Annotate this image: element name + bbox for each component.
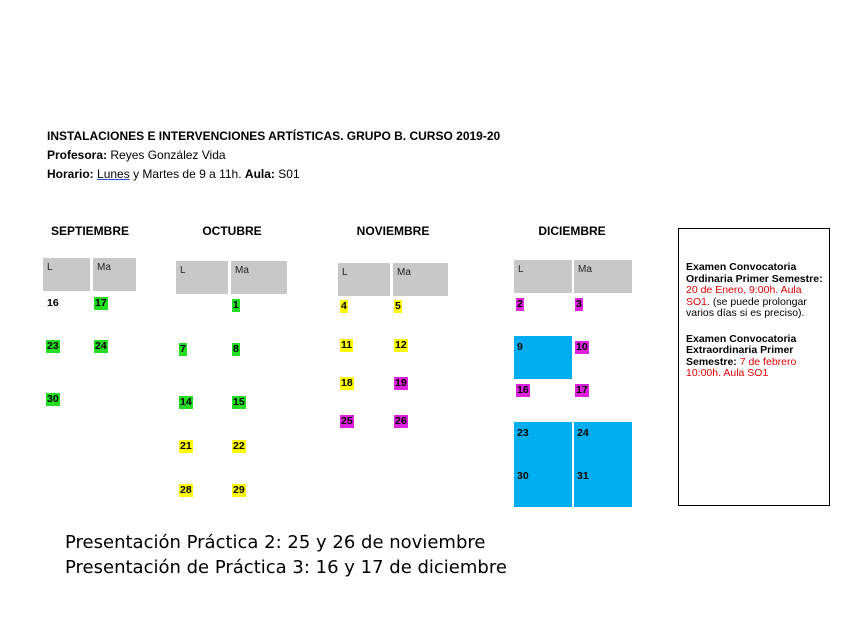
day-cell: 7: [180, 343, 186, 355]
exam-info-box: [678, 228, 830, 506]
day-cell: 10: [576, 341, 588, 353]
day-cell: 26: [395, 415, 407, 427]
nov-col-l: L: [338, 263, 390, 296]
day-cell: 18: [341, 377, 353, 389]
day-cell: 16: [47, 297, 59, 309]
day-cell: 4: [341, 300, 347, 312]
exam-ordinary-note: (se puede prolongar varios días si es preciso).: [686, 295, 807, 319]
day-cell: 9: [517, 341, 523, 353]
nov-col-ma: Ma: [393, 263, 448, 296]
exam-ordinary-date: 20 de Enero, 9:00h. Aula SO1.: [686, 284, 802, 308]
day-cell: 21: [180, 440, 192, 452]
document-header: [47, 127, 500, 184]
day-cell: 8: [233, 343, 239, 355]
day-cell: 30: [517, 470, 529, 482]
day-cell: 5: [395, 300, 401, 312]
schedule-rest: y Martes de 9 a 11h.: [133, 167, 242, 181]
oct-col-l: L: [176, 261, 228, 294]
sep-col-ma: Ma: [93, 258, 136, 291]
day-cell: 22: [233, 440, 245, 452]
schedule-line: [47, 165, 500, 184]
day-cell: 1: [233, 299, 239, 311]
exam-ordinary: [686, 262, 823, 320]
month-title-october: OCTUBRE: [202, 224, 262, 238]
room-label: Aula:: [244, 167, 275, 181]
day-cell: 17: [576, 384, 588, 396]
day-cell: 19: [395, 377, 407, 389]
course-title: INSTALACIONES E INTERVENCIONES ARTÍSTICAS. GRUPO B. CURSO 2019-20: [47, 129, 501, 143]
day-cell: 14: [180, 396, 192, 408]
exam-extraordinary: [686, 334, 823, 380]
exam-extraordinary-date: 7 de febrero 10:00h. Aula SO1: [686, 355, 797, 379]
professor-label: Profesora:: [47, 148, 108, 162]
day-cell: 17: [95, 297, 107, 309]
oct-col-ma: Ma: [231, 261, 287, 294]
day-cell: 3: [576, 298, 582, 310]
professor-line: [47, 146, 500, 165]
day-cell: 28: [180, 484, 192, 496]
professor-name: Reyes González Vida: [110, 148, 226, 162]
presentation-practice-2: Presentación Práctica 2: 25 y 26 de noviembre: [65, 532, 486, 553]
presentation-practice-3: Presentación de Práctica 3: 16 y 17 de diciembre: [65, 557, 507, 578]
sep-col-l: L: [43, 258, 90, 291]
day-cell: 2: [517, 298, 523, 310]
day-cell: 31: [577, 470, 589, 482]
exam-extraordinary-title: Examen Convocatoria Extraordinaria Primer Semestre:: [686, 332, 797, 368]
day-cell: 11: [341, 339, 353, 351]
day-cell: 23: [47, 340, 59, 352]
schedule-label: Horario:: [47, 167, 94, 181]
month-title-november: NOVIEMBRE: [356, 224, 430, 238]
day-cell: 12: [395, 339, 407, 351]
month-title-september: SEPTIEMBRE: [50, 224, 129, 238]
dec-col-ma: Ma: [574, 260, 632, 293]
schedule-day: Lunes: [97, 167, 130, 181]
dec-col-l: L: [514, 260, 572, 293]
day-cell: 16: [517, 384, 529, 396]
day-cell: 25: [341, 415, 353, 427]
month-title-december: DICIEMBRE: [538, 224, 606, 238]
day-cell: 23: [517, 427, 529, 439]
exam-ordinary-title: Examen Convocatoria Ordinaria Primer Semestre:: [686, 261, 823, 285]
room-value: S01: [278, 167, 300, 181]
day-cell: 15: [233, 396, 245, 408]
day-cell: 24: [95, 340, 107, 352]
day-cell: 24: [577, 427, 589, 439]
day-cell: 29: [233, 484, 245, 496]
day-cell: 30: [47, 393, 59, 405]
